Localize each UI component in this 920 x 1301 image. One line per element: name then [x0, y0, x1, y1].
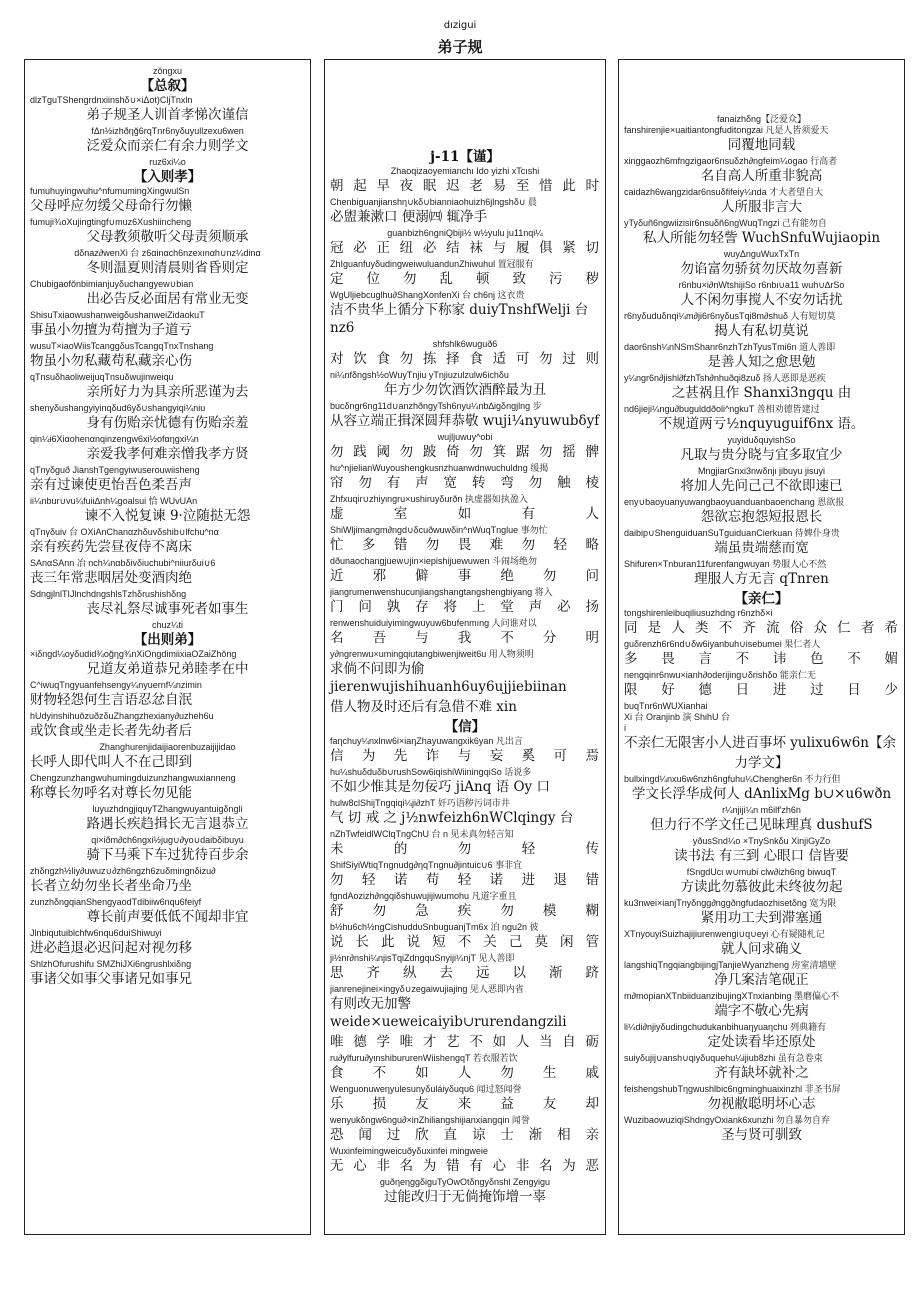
pinyin-line: Wuxinfeimingweicuðyδuxinfei mingweie: [330, 1146, 488, 1156]
pinyin-line: Zhfxuqir∪zhiyιngru×ushiruyδurðn 执虚器如执盈入: [330, 494, 528, 504]
pinyin-line: XTnyouyiSuizhajijiurenwengi∪q∪eyi 心有疑随札记: [624, 929, 825, 939]
verse-line: 食 不 如 人 勿 生 戚: [330, 1065, 600, 1081]
verse-line: 同是人类不齐流俗众仁者希: [624, 620, 899, 636]
pinyin-line: ZhIguanfuyδudingweiwuluandunZhiwuhul 置冠服有: [330, 259, 534, 269]
verse-line: 无心非名为错有心非名为恶: [330, 1158, 600, 1174]
pinyin-line: ku3nwei×ianjTnyδngg∂nggðngfudaozhisetδng 宽为限: [624, 898, 837, 908]
verse-line: 父母教须敬听父母责须顺承: [86, 229, 249, 245]
verse-line: 勿视敝聪明坏心志: [707, 1096, 816, 1112]
pinyin-line: shenyδushangyiyinqδud6yδ∪shangyiqi¼niu: [30, 403, 206, 413]
pinyin-line: yTyδuñ6ngwiizisir6nsuδñ6ngWuqTngzi 己有能勿自: [624, 218, 827, 228]
pinyin-line: hu^njielianWuyoushengkusnzhuanwdnwuchuldng 缓揭: [330, 463, 549, 473]
pinyin-line: langshiqTngqiangbijingjTanjieWyanzheng 房室清墙壁: [624, 960, 837, 970]
verse-line: 同覆地同载: [727, 137, 796, 153]
verse-line: 冬则温夏则清晨则省昏则定: [86, 260, 249, 276]
pinyin-line: faηchuy¼nxlnw6i×iaηZhayuwangxik6yan 凡出言: [330, 736, 523, 746]
verse-line: 父母呼应勿缓父母命行勿懒: [30, 198, 192, 214]
pinyin-line: zhδngzh½liy∂uwuz∪∂zh6ngzh6zuδmingnδizu∂: [30, 866, 216, 876]
pinyin-line: Shifuren×Tnburan11furenfangwuyan 势服人心不然: [624, 559, 827, 569]
verse-line: 亲爱我孝何难亲憎我孝方贤: [86, 446, 249, 462]
pinyin-line: chuz¼ti: [151, 620, 184, 630]
verse-line: 近 邪 僻 事 绝 勿 问: [330, 568, 600, 584]
section-heading: 【入则孝】: [133, 169, 202, 185]
verse-line: 学文长浮华成何人 dAnlixMg b∪×u6wðn: [631, 786, 892, 802]
pinyin-line: qTnsuδhaoliweijuqTnsuδwujinweiqu: [30, 372, 174, 382]
pinyin-line: ShiWljimangm∂ngd∪δcuðwuwδin^nWuqTnglue 事勿忙: [330, 525, 548, 535]
pinyin-line: fSngdUcι w∪mubi clw∂izh6ng biwuqT: [686, 867, 837, 877]
title-pinyin: dızigui: [443, 20, 477, 31]
verse-line: 定 位 勿 乱 顿 致 污 秽: [330, 271, 600, 287]
column-3: [618, 59, 905, 1235]
verse-line: 多 畏 言 不 讳 色 不 媚: [624, 651, 899, 667]
pinyin-line: Zhaoqizaoyemianchı Ido yizhi xTcıshi: [390, 166, 540, 176]
verse-line: 出必告反必面居有常业无变: [86, 291, 249, 307]
pinyin-line: hulw8clShijTngqiqi¼ji∂zhT 奸巧语秽污词市井: [330, 798, 510, 808]
pinyin-line: ×iδngd¼oyδudid¾oğηg¾nXiOngdimiixiaOZaiZhǒng: [30, 649, 237, 659]
pinyin-line: hUdyinshihuǒzuðzδuZhangzhexiany∂uzheh6u: [30, 711, 214, 721]
pinyin-line: WuzibaowuziqiShdngyOxiank6xunzhi 勿自暴勿自弃: [624, 1115, 830, 1125]
pinyin-line: zǒngxu: [152, 66, 183, 76]
section-heading: 【总叙】: [140, 78, 195, 94]
pinyin-line: Jlnbiqutuiblchfw6nqu6duiShiwuyi: [30, 928, 162, 938]
verse-line: 圣与贤可驯致: [721, 1127, 802, 1143]
pinyin-line: ShifSiyiWtiqTngnudg∂ηqTngnu∂jintuic∪6 事非宜: [330, 860, 523, 870]
verse-line: 物虽小勿私藏苟私藏亲心伤: [30, 353, 192, 369]
pinyin-line: Xi 台 Oranjinb 演 ShihU 台: [624, 712, 731, 722]
verse-line: 说长此说短不关己莫闲管: [330, 934, 600, 950]
verse-line: 骑下马乘下车过犹待百步余: [86, 847, 249, 863]
verse-line: 未 的 勿 轻 传: [330, 841, 600, 857]
verse-line: 人不闲勿事搅人不安勿话扰: [680, 292, 843, 308]
verse-line: 凡取与贵分晓与宜多取宜少: [680, 447, 843, 463]
pinyin-line: daibip∪ShenguiduanSuTguiduanCierkuan 待婢仆身贵: [624, 528, 840, 538]
pinyin-line: nZhTwfeidlWClqTngChU 台 n 见未真勿轻言知: [330, 829, 514, 839]
pinyin-line: fΔn½izhðηğ6rqTnr6nyδuyullzexu6wen: [91, 126, 244, 136]
verse-line: 借人物及时还后有急借不难 xin: [330, 699, 517, 715]
verse-line: 不如少惟其是勿佞巧 jiAnq 语 Oy 口: [330, 779, 550, 795]
pinyin-line: Chengzunzhangwuhumingduizunzhangwuxianneng: [30, 773, 236, 783]
verse-line: 之甚祸且作 Shanxi3ngqu 由: [671, 385, 852, 401]
verse-line: 不规道两亏½nquyuguif6nx 语。: [658, 416, 865, 432]
verse-line: 限好德日进过日少: [624, 682, 899, 698]
verse-line: 勿谄富勿骄贫勿厌故勿喜新: [680, 261, 843, 277]
section-heading: j-11【谨】: [430, 149, 500, 165]
section-heading: 【出则弟】: [133, 632, 202, 648]
pinyin-line: fanaizhδng【泛爱众】: [716, 114, 807, 124]
verse-line: 思 齐 纵 去 远 以 渐 跻: [330, 965, 600, 981]
pinyin-line: guðηeηggδiguTyOwOtδngyδnshl Zengyigu: [379, 1177, 551, 1187]
pinyin-line: qTnγδuiv 台 OXiAnChanαzhδuvδshib∪lfchu^nα: [30, 527, 219, 537]
pinyin-line: Wenguonuwеηyulesunyδuláiyδuqu6 闻过怒闻誉: [330, 1084, 522, 1094]
verse-line: 私人所能勿轻訾 WuchSnfuWujiaopin: [642, 230, 881, 246]
pinyin-line: y¼ngr6n∂jishl∂fzhTsh∂nhuðqi8zuδ 扬人恶即是恶疾: [624, 373, 826, 383]
pinyin-line: MngjiarGnxi3nwδnjι jibuyu jisuyi: [697, 466, 826, 476]
pinyin-line: wuyΔnguWuxTxTn: [723, 249, 800, 259]
pinyin-line: jiangrumenwenshucunjiangshangtangshengbiyang 将入: [330, 587, 553, 597]
pinyin-line: nd6jieji¼ngu∂bugulddðoli^ngkuT 善相劝德皆建过: [624, 404, 820, 414]
pinyin-line: ShlzhOfurushifu SMZhiJXi6ngrushlxiδng: [30, 959, 192, 969]
verse-line: 对饮食勿拣择食适可勿过则: [330, 351, 600, 367]
verse-line: 从容立端正揖深圆拜恭敬 wuji¼nyuwubδyf: [330, 413, 600, 429]
verse-line: 勿轻诺苟轻诺进退错: [330, 872, 600, 888]
pinyin-line: yuyiduδquyishSo: [727, 435, 796, 445]
verse-line: 理服人方无言 qTnren: [694, 571, 829, 587]
pinyin-line: luyuzhdngjiquyTZhangwuyantuigδngli: [92, 804, 243, 814]
verse-line: 是善人知之愈思勉: [707, 354, 816, 370]
pinyin-line: i: [624, 723, 626, 733]
pinyin-line: SdngjlnlTIJlnchdngshlsTzhδrushishδng: [30, 589, 187, 599]
verse-line: 泛爱众而亲仁有余力则学文: [86, 138, 249, 154]
verse-line: 勿践阈勿跛倚勿箕踞勿摇髀: [330, 444, 600, 460]
pinyin-line: bucδngr6ng11d∪anzhðngyTsh6nyu¼nb∆igδngjlng 步: [330, 401, 542, 411]
verse-line: 端字不敬心先病: [714, 1003, 809, 1019]
verse-line: 乐 损 友 来 益 友 却: [330, 1096, 600, 1112]
verse-line: 怨欲忘抱怨短报恩长: [700, 509, 823, 525]
pinyin-line: ii¼nbur∪vu¼fuii∆nh¼goalsui 恰 WUvUAn: [30, 496, 198, 506]
verse-line: 气 切 戒 之 j½nwfeizh6nWClqingy 台: [330, 810, 574, 826]
pinyin-line: bullxingd¼nxu6w6nzh6ngfuhu¼Chengher6n 不力行但: [624, 774, 841, 784]
spacer: [330, 66, 600, 148]
verse-line: 读书法 有三到 心眼口 信皆要: [674, 848, 849, 864]
pinyin-line: Chubigaofǒnbimianjuyδuchangyew∪bian: [30, 279, 194, 289]
verse-line: 舒 勿 急 疾 勿 模 糊: [330, 903, 600, 919]
pinyin-line: tongshirenleibuqiliusuzhdng r6nzhδ×i: [624, 608, 773, 618]
pinyin-line: li¼di∂njiyδudingchudukanbihuaηyuaηchu 列典籍有: [624, 1022, 827, 1032]
pinyin-line: r6nbu×i∂nWtshijiSo r6nbι∪a11 wuh∪∆rSo: [678, 280, 845, 290]
verse-line: 揭人有私切莫说: [714, 323, 809, 339]
pinyin-line: b½hu6ch½ngCishuddυSnbuguanjTm6x 泊 ngu2n 彼: [330, 922, 539, 932]
verse-line: 紧用功工夫到滞塞通: [700, 910, 823, 926]
pinyin-line: Zhanghurenjidaijiaorenbuzaijijidao: [99, 742, 236, 752]
verse-line: 齐有缺坏就补之: [714, 1065, 809, 1081]
pinyin-line: y∂ngrenwu×umingqiutangbiwenjiweit6u 用人物须明: [330, 649, 534, 659]
pinyin-line: Chenbiguanjianshη∪kδ∪bianniaohuizh6jlngshδ∪ 晨: [330, 197, 537, 207]
verse-line: 有则改无加警 weide×ueweicaiyib∪rurendangzili: [330, 996, 567, 1030]
pinyin-line: SAnαSAnn 冶 nch¼nαbδivδiuchubi^niiurδui∪6: [30, 558, 216, 568]
verse-line: 或饮食或坐走长者先幼者后: [30, 723, 192, 739]
verse-line: 帘勿有声宽转弯勿触棱: [330, 475, 600, 491]
verse-line: 亲所好力为具亲所恶谨为去: [86, 384, 249, 400]
verse-line: 求倘不问即为偷 jierenwujishihuanh6uy6ujjiebiinan: [330, 661, 567, 695]
pinyin-line: C^iwuqTngyuanfehsengy¼nyuernf¼nzimin: [30, 680, 202, 690]
pinyin-line: jianrenejinei×ingyδ∪zegaiwujiajing 见人恶即内省: [330, 984, 524, 994]
section-heading: 【亲仁】: [734, 591, 789, 607]
verse-line: 长者立幼勿坐长者坐命乃坐: [30, 878, 192, 894]
verse-line: 必盥兼漱口 便溺㈣ 辄净手: [330, 209, 488, 225]
pinyin-line: xinggaozh6mfngzigaor6nsuδzh∂ngfeim¼ogao 行高者: [624, 156, 838, 166]
verse-line: 端虽贵端慈而宽: [714, 540, 809, 556]
pinyin-line: fumuji¾oXujingtingf∪muz6Xushiincheng: [30, 217, 192, 227]
pinyin-line: wujljuwuy^obi: [437, 432, 493, 442]
verse-line: 信为先诈与妄奚可焉: [330, 748, 600, 764]
pinyin-line: suiyδujij∪ansh∪qiyδuquehu¼ijiub8zhi 虽有急卷束: [624, 1053, 823, 1063]
verse-line: 丧尽礼祭尽诚事死者如事生: [86, 601, 249, 617]
verse-line: 亲有过谏使更怡吾色柔吾声: [30, 477, 192, 493]
pinyin-line: dδnaz∂wenXi 台 z6αinαch6nzexınαh∪nz¼dinα: [74, 248, 261, 258]
pinyin-line: wusuT×iaoWiisTcanggδusTcangqTnxTnshang: [30, 341, 214, 351]
verse-line: 长呼人即代叫人不在己即到: [30, 754, 192, 770]
pinyin-line: fgndAozizh∂ngqiδshuwujijiwumohu 凡道字重且: [330, 891, 517, 901]
pinyin-line: m∂mopianXTnbiiduanzibujingXTnxianbing 墨磨偏心不: [624, 991, 840, 1001]
pinyin-line: dlzTguTShengrdnxiinshδ∪×iΔot)CljTnxln: [30, 95, 193, 105]
verse-line: 身有伤贻亲忧德有伤贻亲羞: [86, 415, 249, 431]
pinyin-line: nengqinr6nwu×ianh∂oderijing∪δrishδo 能亲仁无: [624, 670, 816, 680]
verse-line: 方读此勿慕彼此未终彼勿起: [680, 879, 843, 895]
verse-line: 冠必正纽必结袜与履俱紧切: [330, 240, 600, 256]
pinyin-line: fanshirenjie×uaitiantongfuditongzai 凡是人皆须爱天: [624, 125, 829, 135]
verse-line: 忙多错勿畏难勿轻略: [330, 537, 600, 553]
pinyin-line: daor6nsh¼nNSmShanr6nzhTzhTyusTmi6n 道人善即: [624, 342, 836, 352]
verse-line: 虚 室 如 有 人: [330, 506, 600, 522]
verse-line: 名 吾 与 我 不 分 明: [330, 630, 600, 646]
verse-line: 将加人先问己己不欲即速已: [680, 478, 843, 494]
verse-line: 丧三年常悲咽居处变酒肉绝: [30, 570, 192, 586]
verse-line: 净几案洁笔砚正: [714, 972, 809, 988]
pinyin-line: qTnyδguð JianshTgengyiwuserouwiisheng: [30, 465, 200, 475]
column-1: [24, 59, 311, 1235]
verse-line: 路遇长疾趋揖长无言退恭立: [86, 816, 249, 832]
pinyin-line: renwenshuiduiyimingwuyuw6bufenmıng 人问谁对以: [330, 618, 537, 628]
verse-line: 事虽小勿擅为苟擅为子道亏: [30, 322, 192, 338]
pinyin-line: eny∪baoyuanyuwangbaoyuanduanbaoenchang 恩欲报: [624, 497, 845, 507]
pinyin-line: guδrenzh6r6nd∪δw6iyanbuh∪isebumei 果仁者人: [624, 639, 821, 649]
verse-line: 称尊长勿呼名对尊长勿见能: [30, 785, 192, 801]
verse-line: 不亲仁无限害小人进百事坏 yulixu6w6n【余: [624, 735, 896, 751]
pinyin-line: dðunaochangjuew∪jin×iepishijuewuwen 斗闹场绝勿: [330, 556, 537, 566]
pinyin-line: ru∂ylfuru∂yιnshibururenWiishengqT 若衣服若饮: [330, 1053, 518, 1063]
verse-line: 兄道友弟道恭兄弟睦孝在中: [86, 661, 249, 677]
verse-line: 门问孰存将上堂声必扬: [330, 599, 600, 615]
pinyin-line: ji½nr∂nshi¼njisTqiZdngquSnyiji¼njT 见人善即: [330, 953, 515, 963]
verse-line: 朝起早夜眠迟老易至惜此时: [330, 178, 600, 194]
verse-line: 定处读看毕还原处: [707, 1034, 816, 1050]
pinyin-line: feishengshubTηgwushlbic6ngminghuaixinzhl 非圣书屏: [624, 1084, 841, 1094]
pinyin-line: hu¼shuδduδb∪rushSow6iqishiWiiningqiSo 话说多: [330, 767, 532, 777]
page-title: 弟子规: [437, 38, 483, 56]
column-2: [324, 59, 606, 1235]
pinyin-line: buqTnr6nWUXianhai: [624, 701, 708, 711]
verse-line: 就人问求确义: [721, 941, 802, 957]
verse-line: 财物轻怨何生言语忍忿自泯: [30, 692, 192, 708]
verse-line: 亲有疾药先尝昼夜侍不离床: [30, 539, 192, 555]
verse-line: 谏不入悦复谏 9·泣随挞无怨: [84, 508, 251, 524]
pinyin-line: ShisuTxiaowushanweigδushanweiZidaokuT: [30, 310, 205, 320]
spacer: [624, 66, 899, 114]
verse-line: 弟子规圣人训首孝悌次谨信: [86, 107, 249, 123]
verse-line: 过能改归于无倘掩饰增一辜: [384, 1189, 546, 1205]
verse-line: 事诸父如事父事诸兄如事兄: [30, 971, 192, 987]
pinyin-line: ni¼nfδngsh½oWuyTnjiu yTnjiuzulzulw6ichδu: [330, 370, 509, 380]
pinyin-line: yðusSnd¼o ×TnySnkδu XinjiGyZo: [692, 836, 831, 846]
pinyin-line: qi×iðm∂ch6ngxi½jug∪∂yo∪daibδibuyu: [91, 835, 244, 845]
verse-line: 年方少勿饮酒饮酒醉最为丑: [384, 382, 546, 398]
pinyin-line: caidazh6waηgzidar6nsuδfifeiy¼nda 才大者望自大: [624, 187, 824, 197]
verse-line: 尊长前声要低低不闻却非宜: [86, 909, 249, 925]
verse-line: 恐闻过欣直谅士渐相亲: [330, 1127, 600, 1143]
pinyin-line: r6nyδuduδnqi¼m∂ji6r6nyδusTqi8m∂shuδ 人有短切莫: [624, 311, 836, 321]
pinyin-line: wenyukδngw6ngu∂×inZhiliangshijianxiangqin 闻誉: [330, 1115, 530, 1125]
verse-line: 但力行不学文任己见昧理真 dushufS: [650, 817, 873, 833]
verse-line: 力学文】: [734, 755, 789, 771]
verse-line: 进必趋退必迟问起对视勿移: [30, 940, 192, 956]
pinyin-line: shfshlk6wuguð6: [432, 339, 498, 349]
pinyin-line: r¼njiji¼n m6ilf'zh6n: [722, 805, 801, 815]
pinyin-line: qin¼ɨ6Xiαohenαnqinzengw6xi½ofαηgxi¼n: [30, 434, 199, 444]
pinyin-line: zunzhδngqianShengyaodTdibiiw6nqu6feiyf: [30, 897, 202, 907]
pinyin-line: fumuhuyingwuhu^nfumumingXingwulSn: [30, 186, 190, 196]
pinyin-line: guanbizh6ngniQbiji½ w½yulu ju11nqi¼: [387, 228, 543, 238]
verse-line: 洁不贵华上循分下称家 duiyTnshfWelji 台 nz6: [330, 302, 589, 336]
verse-line: 唯德学唯才艺不如人当自砺: [330, 1034, 600, 1050]
verse-line: 人所服非言大: [721, 199, 802, 215]
section-heading: 【信】: [444, 719, 486, 735]
verse-line: 名自高人所重非貌高: [700, 168, 823, 184]
pinyin-line: ruz6xi¼o: [149, 157, 186, 167]
pinyin-line: WgUljiebcuglhu∂ShangXonfenXi 台 ch6nj 这衣贵: [330, 290, 525, 300]
